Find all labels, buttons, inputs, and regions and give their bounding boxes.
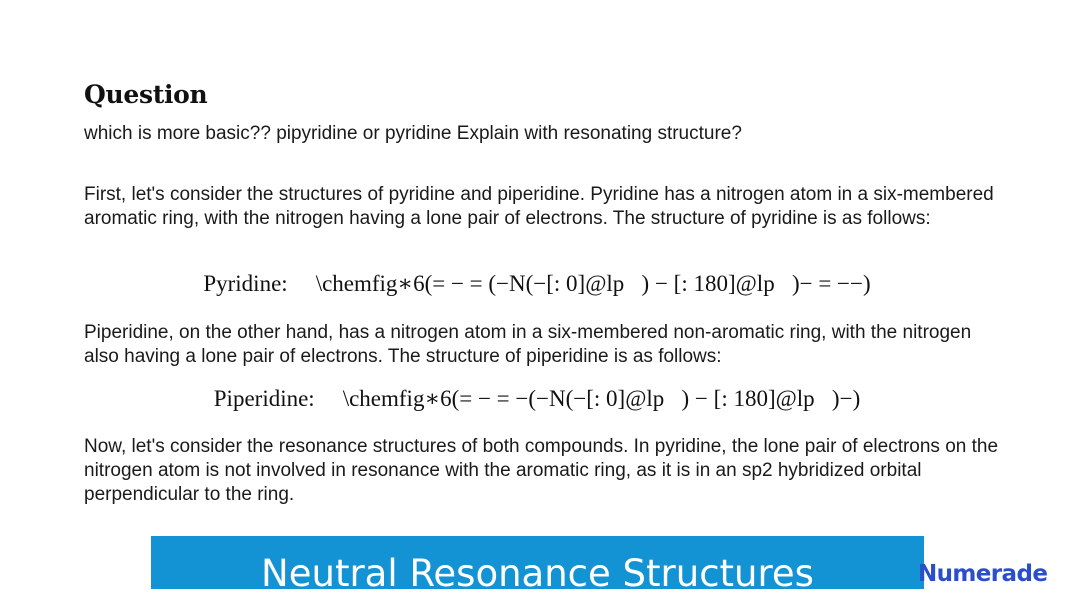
equation-formula: \chemfig∗6(= − = −(−N(−[: 0]@lp ) − [: 180]@lp )−) <box>342 386 861 411</box>
question-text: which is more basic?? pipyridine or pyridine Explain with resonating structure? <box>84 123 742 144</box>
equation-label: Pyridine: <box>203 271 288 296</box>
pyridine-equation <box>0 271 1074 297</box>
piperidine-equation <box>0 386 1074 412</box>
numerade-logo: Numerade <box>918 561 1048 587</box>
answer-paragraph-2: Piperidine, on the other hand, has a nitrogen atom in a six-membered non-aromatic ring, with the nitrogen also having a lone pair of electrons. The structure of piperidine is as follows: <box>84 322 972 367</box>
banner-title: Neutral Resonance Structures <box>261 552 814 589</box>
video-banner[interactable] <box>151 536 924 589</box>
answer-paragraph-3: Now, let's consider the resonance structures of both compounds. In pyridine, the lone pair of electrons on the nitrogen atom is not involved in resonance with the aromatic ring, as it is in an sp2 hybridized orbital perpendicular to the ring. <box>84 436 999 505</box>
question-heading: Question <box>84 80 208 109</box>
equation-label: Piperidine: <box>213 386 315 411</box>
answer-paragraph-1: First, let's consider the structures of pyridine and piperidine. Pyridine has a nitrogen atom in a six-membered aromatic ring, with the nitrogen having a lone pair of electrons. The structure of pyridine is as follows: <box>84 184 994 229</box>
equation-formula: \chemfig∗6(= − = (−N(−[: 0]@lp ) − [: 180]@lp )− = −−) <box>315 271 871 296</box>
